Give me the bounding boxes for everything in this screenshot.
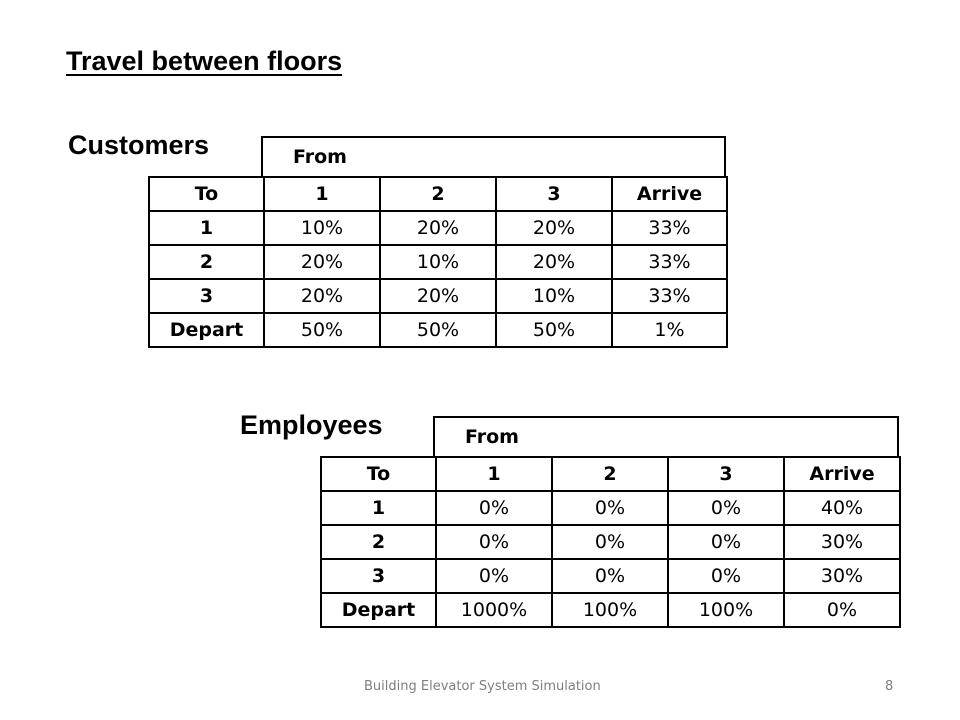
employees-table <box>320 456 901 628</box>
header-cell: 3 <box>496 177 612 211</box>
table-row <box>321 491 900 525</box>
table-cell: 20% <box>496 211 612 245</box>
customers-from-header <box>261 136 726 178</box>
table-cell: 20% <box>264 279 380 313</box>
table-cell: 30% <box>784 525 900 559</box>
row-label-cell: 3 <box>321 559 436 593</box>
table-cell: 1% <box>612 313 727 347</box>
customers-from-label: From <box>293 146 347 168</box>
table-cell: 100% <box>668 593 784 627</box>
table-cell: 20% <box>380 279 496 313</box>
row-label-cell: 1 <box>149 211 264 245</box>
row-label-cell: 1 <box>321 491 436 525</box>
table-row <box>321 525 900 559</box>
table-cell: 0% <box>668 559 784 593</box>
customers-label: Customers <box>68 130 210 160</box>
header-cell: 2 <box>552 457 668 491</box>
employees-from-label: From <box>465 426 519 448</box>
table-row <box>321 559 900 593</box>
table-cell: 40% <box>784 491 900 525</box>
header-cell: 3 <box>668 457 784 491</box>
slide-title: Travel between floors <box>66 46 343 76</box>
employees-from-header <box>433 416 899 458</box>
page-number: 8 <box>885 679 894 694</box>
header-cell: Arrive <box>784 457 900 491</box>
table-row <box>149 245 727 279</box>
header-cell: 2 <box>380 177 496 211</box>
table-cell: 20% <box>380 211 496 245</box>
row-label-cell: Depart <box>149 313 264 347</box>
row-label-cell: 2 <box>149 245 264 279</box>
table-cell: 0% <box>784 593 900 627</box>
table-cell: 20% <box>264 245 380 279</box>
table-row <box>321 593 900 627</box>
table-header-row <box>321 457 900 491</box>
table-row <box>149 313 727 347</box>
table-cell: 0% <box>668 491 784 525</box>
customers-table <box>148 176 728 348</box>
row-label-cell: 2 <box>321 525 436 559</box>
table-cell: 1000% <box>436 593 552 627</box>
footer-text: Building Elevator System Simulation <box>364 679 601 694</box>
row-label-cell: 3 <box>149 279 264 313</box>
table-cell: 50% <box>380 313 496 347</box>
table-header-row <box>149 177 727 211</box>
header-cell: 1 <box>264 177 380 211</box>
header-cell: 1 <box>436 457 552 491</box>
table-cell: 0% <box>552 525 668 559</box>
table-cell: 20% <box>496 245 612 279</box>
table-cell: 0% <box>436 491 552 525</box>
table-cell: 30% <box>784 559 900 593</box>
table-cell: 33% <box>612 279 727 313</box>
header-cell: To <box>149 177 264 211</box>
table-cell: 10% <box>496 279 612 313</box>
table-row <box>149 279 727 313</box>
table-row <box>149 211 727 245</box>
table-cell: 0% <box>668 525 784 559</box>
table-cell: 0% <box>552 491 668 525</box>
table-cell: 100% <box>552 593 668 627</box>
table-cell: 10% <box>380 245 496 279</box>
table-cell: 0% <box>436 559 552 593</box>
table-cell: 33% <box>612 245 727 279</box>
table-cell: 10% <box>264 211 380 245</box>
row-label-cell: Depart <box>321 593 436 627</box>
table-cell: 50% <box>496 313 612 347</box>
header-cell: To <box>321 457 436 491</box>
table-cell: 0% <box>436 525 552 559</box>
table-cell: 0% <box>552 559 668 593</box>
header-cell: Arrive <box>612 177 727 211</box>
table-cell: 50% <box>264 313 380 347</box>
employees-label: Employees <box>240 410 383 440</box>
table-cell: 33% <box>612 211 727 245</box>
